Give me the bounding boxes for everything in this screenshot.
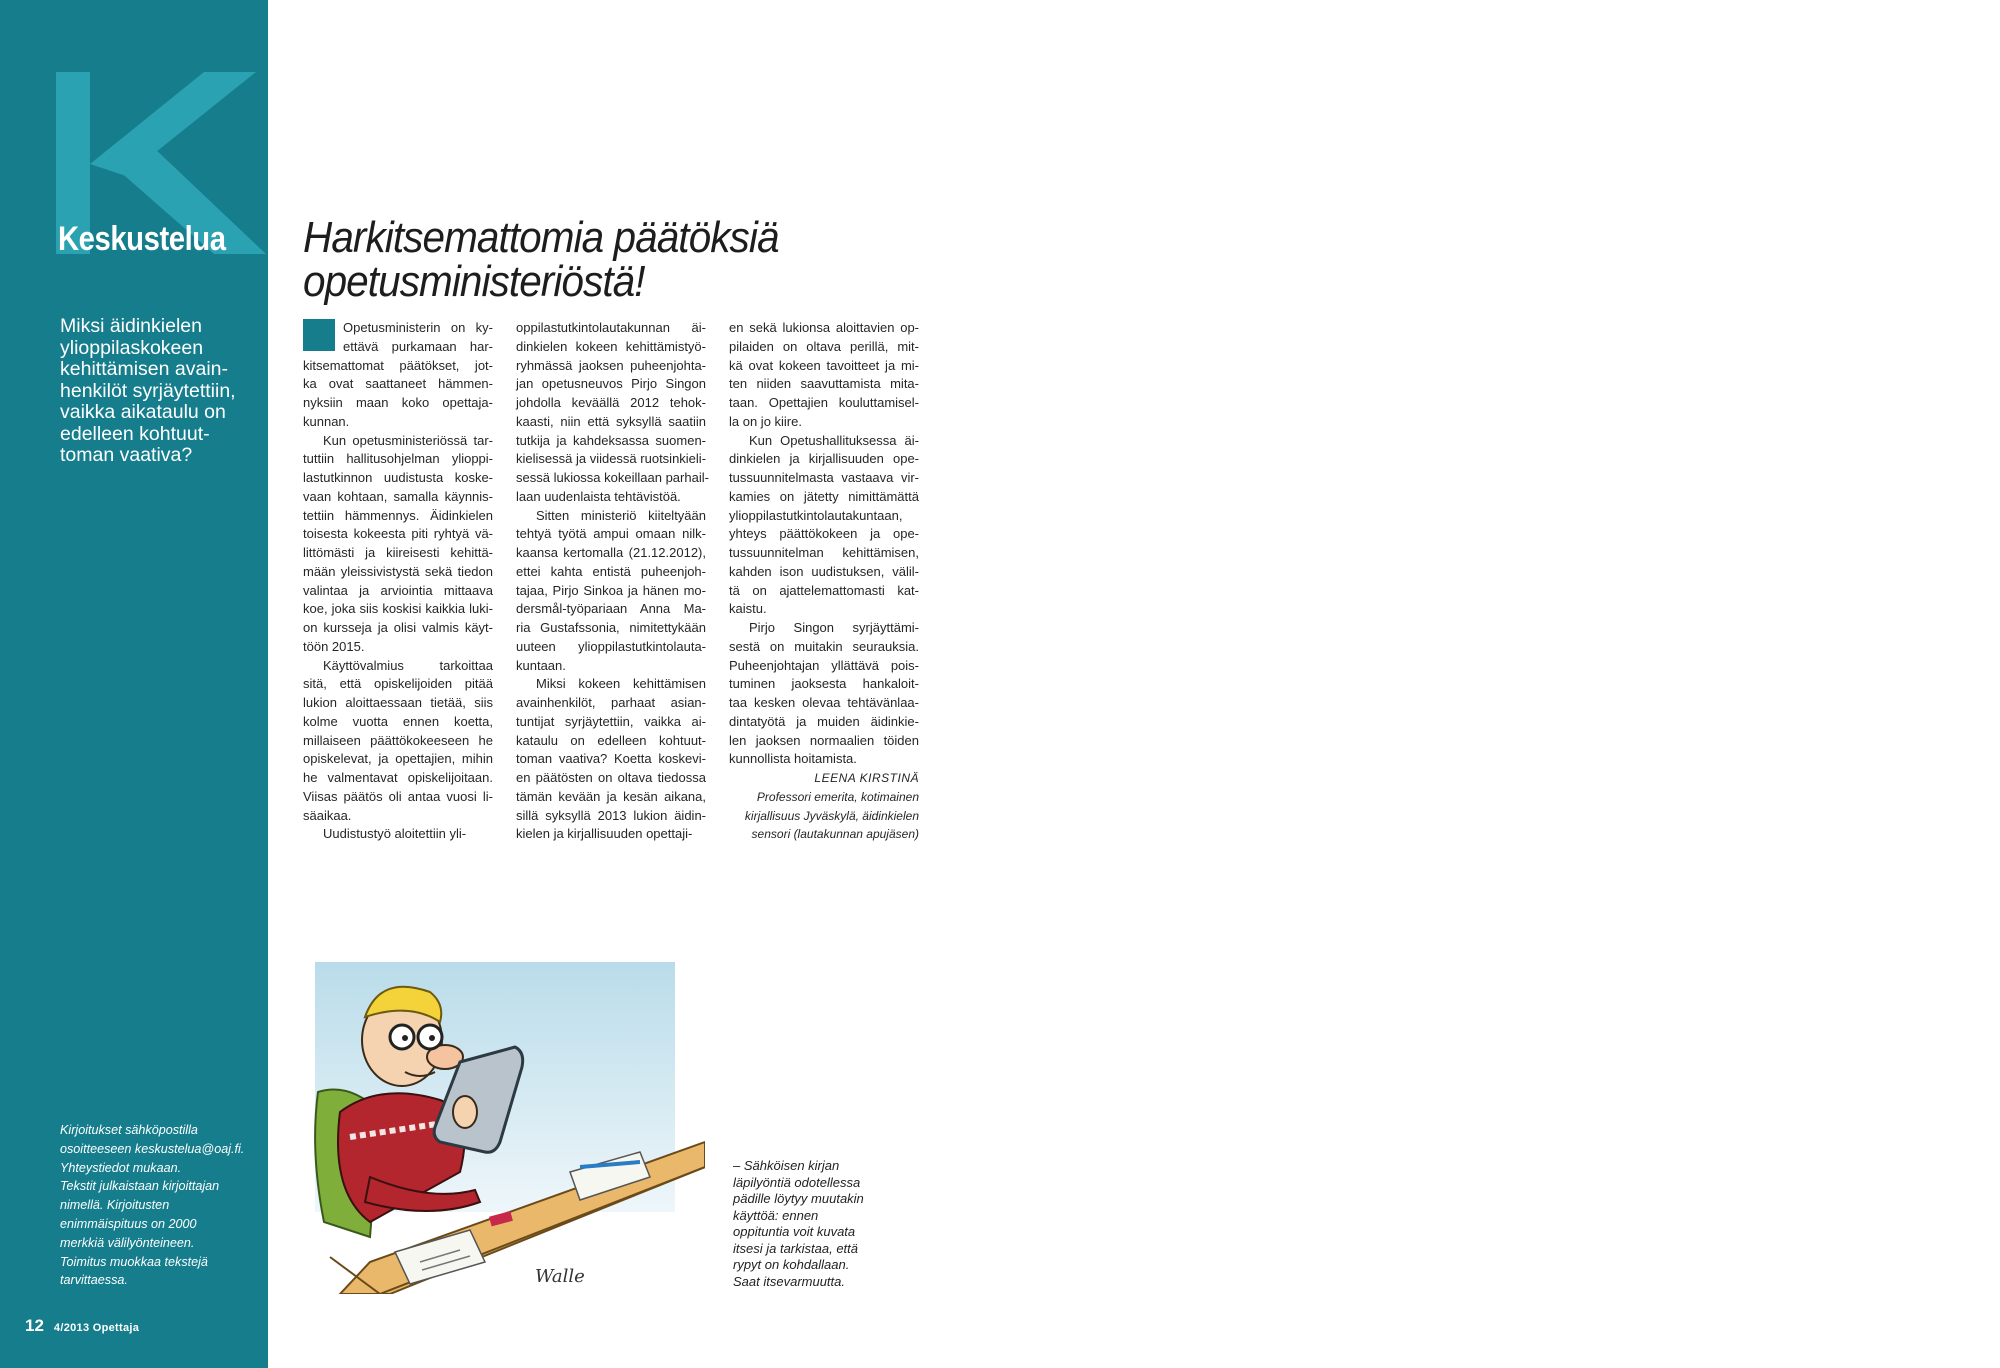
article-line: dersmål-työpariaan Anna Ma- xyxy=(516,601,706,617)
article-line: tä on ajattelemattomasti kat- xyxy=(729,582,919,598)
article-line: sestä on muitakin seurauksia. xyxy=(729,638,919,654)
article-column-1 xyxy=(303,319,493,844)
article-line: lastutkinnon uudistusta koske- xyxy=(303,470,493,485)
submission-info xyxy=(60,1121,260,1290)
article-line: kahden ison uudistuksen, välil- xyxy=(729,563,919,579)
article-line: kitsemattomat päätökset, jot- xyxy=(303,357,493,373)
article-line: opiskelevat, ja opettajien, mihin xyxy=(303,751,493,767)
caption-line: – Sähköisen kirjan xyxy=(733,1158,840,1173)
article-line: ka ovat saattaneet hämmen- xyxy=(303,376,493,392)
article-line: töön 2015. xyxy=(303,638,365,654)
article-line: dinkielen ja kirjallisuuden ope- xyxy=(729,451,919,467)
article-line: sillä syksyllä 2013 lukion äidin- xyxy=(516,807,706,823)
article-line: toman vaativa? Koetta koskevi- xyxy=(516,751,706,767)
article-line: tussuunnitelmasta vastaava vir- xyxy=(729,470,919,485)
article-line: en päätösten on oltava tiedossa xyxy=(516,770,706,785)
article-line: laan uudenlaista tehtävistöä. xyxy=(516,488,681,504)
headline-line: Harkitsemattomia päätöksiä xyxy=(303,213,779,262)
article-line: ylioppilastutkintolautakuntaan, xyxy=(729,507,903,523)
article-line: on kursseja ja olisi valmis käyt- xyxy=(303,620,493,635)
article-line: kunnollista hoitamista. xyxy=(729,751,857,767)
article-line: valintaa ja arviointia mittaava xyxy=(303,582,493,598)
article-line: Puheenjohtajan yllättävä pois- xyxy=(729,657,919,673)
caption-line: oppituntia voit kuvata xyxy=(733,1224,856,1239)
article-line: Uudistustyö aloitettiin yli- xyxy=(323,826,467,842)
article-line: tuminen jaoksesta hankaloit- xyxy=(729,676,919,692)
article-line: tehtyä työtä ampui omaan nilk- xyxy=(516,526,706,542)
teaser-line: henkilöt syrjäytettiin, xyxy=(60,379,236,402)
article-line: tuntijat syrjäytettiin, vaikka ai- xyxy=(516,713,706,729)
teaser-line: toman vaativa? xyxy=(60,444,193,466)
article-line: Viisas päätös oli antaa vuosi li- xyxy=(303,788,493,804)
teaser-line: kehittämisen avain- xyxy=(60,358,228,380)
article-line: ettävä purkamaan har- xyxy=(343,338,493,354)
teaser-line: ylioppilaskokeen xyxy=(60,336,204,359)
article-line: sessä lukiossa kokeillaan parhail- xyxy=(516,470,709,485)
article-line: taan. Opettajien kouluttamisel- xyxy=(729,395,919,410)
article-line: uuteen ylioppilastutkintolauta- xyxy=(516,638,706,654)
author-description: Professori emerita, kotimainen xyxy=(756,789,919,804)
article-line: tuttiin hallitusohjelman ylioppi- xyxy=(303,451,493,467)
submission-line: osoitteeseen keskustelua@oaj.fi. xyxy=(60,1141,245,1156)
article-line: taa kesken olevaa tehtävänlaa- xyxy=(729,695,919,710)
article-line: dintatyötä ja muiden äidinkie- xyxy=(729,713,919,729)
article-line: tettiin hämmennys. Äidinkielen xyxy=(303,507,493,523)
article-line: oppilastutkintolautakunnan äi- xyxy=(516,320,706,335)
caption-line: rypyt on kohdallaan. xyxy=(733,1257,850,1272)
article-line: ryhmässä jaoksen puheenjohta- xyxy=(516,357,706,373)
page-number: 12 xyxy=(25,1316,44,1335)
article-line: Sitten ministeriö kiiteltyään xyxy=(536,507,706,523)
article-line: littömästi ja kiireisesti kehittä- xyxy=(303,545,493,560)
submission-line: nimellä. Kirjoitusten xyxy=(60,1198,170,1213)
submission-line: tarvittaessa. xyxy=(60,1273,128,1288)
article-line: dinkielen kokeen kehittämistyö- xyxy=(516,338,706,354)
article-line: kielen ja kirjallisuuden opettaji- xyxy=(516,826,693,842)
article-line: koe, joka siis koskisi kaikkia luki- xyxy=(303,601,493,617)
article-line: Miksi kokeen kehittämisen xyxy=(536,676,706,692)
article-line: yhteys päättökokeen ja ope- xyxy=(729,526,919,542)
article-line: kuntaan. xyxy=(516,657,566,673)
article-line: ten niiden saavuttamista mita- xyxy=(729,376,919,392)
article-line: kunnan. xyxy=(303,413,350,429)
article-line: kaistu. xyxy=(729,601,767,617)
article-line: säaikaa. xyxy=(303,807,352,823)
article-line: tajaa, Pirjo Sinkoa ja hänen mo- xyxy=(516,582,706,598)
article-line: kielisessä ja viidessä ruotsinkieli- xyxy=(516,451,707,467)
article-line: lukion aloittaessaan tietää, siis xyxy=(303,695,493,710)
article-line: nyksiin maan koko opettaja- xyxy=(303,395,493,410)
article-line: he valmentavat opiskelijoitaan. xyxy=(303,770,493,785)
article-line: toisesta kokeesta piti ryhtyä vä- xyxy=(303,526,493,542)
article-line: kolme vuotta ennen koetta, xyxy=(303,713,493,729)
article-line: jan opetusneuvos Pirjo Singon xyxy=(516,376,706,392)
article-column-2 xyxy=(516,319,709,844)
submission-line: Tekstit julkaistaan kirjoittajan xyxy=(60,1179,220,1194)
submission-line: enimmäispituus on 2000 xyxy=(60,1216,197,1231)
cartoon-illustration xyxy=(310,962,705,1294)
author-description: kirjallisuus Jyväskylä, äidinkielen xyxy=(744,808,919,823)
caption-line: itsesi ja tarkistaa, että xyxy=(733,1240,858,1256)
teaser-line: edelleen kohtuut- xyxy=(60,422,210,445)
teaser-line: Miksi äidinkielen xyxy=(60,315,202,337)
article-line: ettei kahta entistä puheenjoh- xyxy=(516,563,706,579)
article-line: millaiseen päättökokeeseen he xyxy=(303,732,493,748)
illustration-caption xyxy=(733,1158,893,1290)
headline-line: opetusministeriöstä! xyxy=(303,257,645,306)
article-line: kamies on jätetty nimittämättä xyxy=(729,488,919,504)
article-line: pilaiden on oltava perillä, mit- xyxy=(729,338,919,354)
article-column-3 xyxy=(729,319,919,844)
teaser-line: vaikka aikataulu on xyxy=(60,401,226,423)
caption-line: pädille löytyy muutakin xyxy=(733,1191,864,1206)
author-name: LEENA KIRSTINÄ xyxy=(814,771,919,785)
article-line: Pirjo Singon syrjäyttämi- xyxy=(749,620,919,635)
article-line: johdolla keväällä 2012 tehok- xyxy=(516,395,706,410)
article-line: mään yleissivistystä sekä tiedon xyxy=(303,563,493,579)
article-line: la on jo kiire. xyxy=(729,413,802,429)
article-line: tussuunnitelman kehittämisen, xyxy=(729,545,919,560)
article-line: ria Gustafssonia, nimitettykään xyxy=(516,620,706,635)
article-line: avainhenkilöt, parhaat asian- xyxy=(516,695,706,710)
caption-line: Saat itsevarmuutta. xyxy=(733,1273,845,1289)
article-line: kataulu on edelleen kohtuut- xyxy=(516,732,706,748)
sidebar xyxy=(0,0,268,1368)
caption-line: käyttöä: ennen xyxy=(733,1207,819,1223)
article-line: tutkija ja kahdeksassa suomen- xyxy=(516,432,706,448)
artist-signature: Walle xyxy=(535,1266,585,1287)
issue-label: 4/2013 Opettaja xyxy=(53,1322,140,1334)
article-line: sitä, että opiskelijoiden pitää xyxy=(303,676,493,692)
submission-line: Toimitus muokkaa tekstejä xyxy=(60,1254,208,1269)
submission-line: Kirjoitukset sähköpostilla xyxy=(60,1123,198,1137)
article-line: Opetusministerin on ky- xyxy=(343,320,493,335)
article-line: Käyttövalmius tarkoittaa xyxy=(323,657,493,673)
caption-line: läpilyöntiä odotellessa xyxy=(733,1174,861,1190)
article-line: Kun Opetushallituksessa äi- xyxy=(749,432,919,448)
section-title: Keskustelua xyxy=(58,220,226,258)
article-line: vaan kohtaan, samalla käynnis- xyxy=(303,488,493,504)
article-line: len jaoksen normaalien töiden xyxy=(729,732,919,748)
article-line: tämän kevään ja kesän aikana, xyxy=(516,788,706,804)
author-description: sensori (lautakunnan apujäsen) xyxy=(751,827,919,842)
article-line: en sekä lukionsa aloittavien op- xyxy=(729,320,919,335)
submission-line: Yhteystiedot mukaan. xyxy=(60,1160,182,1175)
article-line: Kun opetusministeriössä tar- xyxy=(323,432,493,448)
article-line: kaansa kertomalla (21.12.2012), xyxy=(516,545,706,560)
article-line: kä ovat kokeen tavoitteet ja mi- xyxy=(729,357,919,373)
article-line: kaasti, niin että syksyllä saatiin xyxy=(516,413,706,429)
headline xyxy=(303,213,779,306)
folio xyxy=(25,1316,139,1336)
submission-line: merkkiä välilyönteineen. xyxy=(60,1235,195,1250)
teaser-text xyxy=(60,316,255,467)
